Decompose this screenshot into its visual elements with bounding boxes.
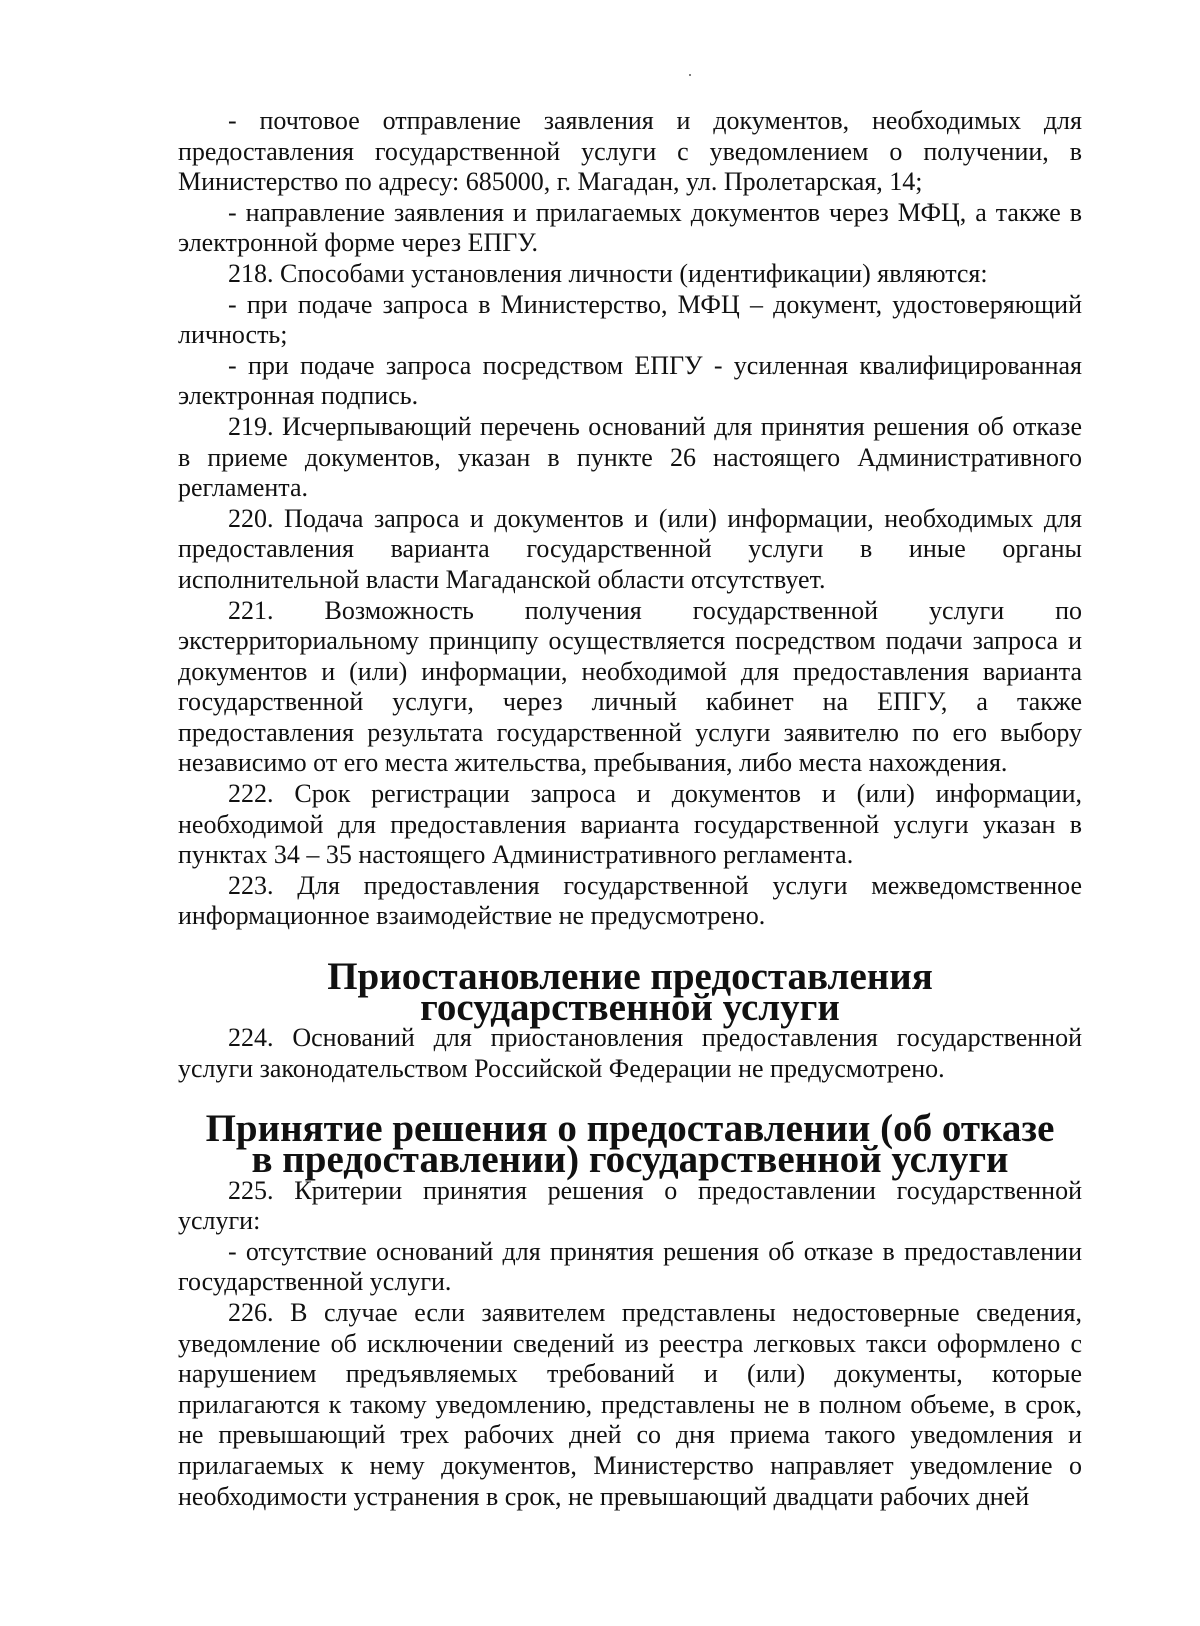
section-heading-suspension: Приостановление предоставления государственной услуги [327,955,933,1029]
paragraph-223: 223. Для предоставления государственной услуги межведомственное информационное взаимодействие не предусмотрено. [178,870,1082,931]
paragraph-218: 218. Способами установления личности (идентификации) являются: [228,258,988,288]
paragraph-219: 219. Исчерпывающий перечень оснований для принятия решения об отказе в приеме документов, указан в пункте 26 настоящего Административного регламента. [178,411,1082,503]
paragraph-226: 226. В случае если заявителем представлены недостоверные сведения, уведомление об исключении сведений из реестра легковых такси оформлено с нарушением предъявляемых требований и (или) документы, которые прилагаются к такому уведомлению, представлены не в полном объеме, в срок, не превышающий трех рабочих дней со дня приема такого уведомления и прилагаемых к нему документов, Министерство направляет уведомление о необходимости устранения в срок, не превышающий двадцати рабочих дней [178,1297,1082,1511]
paragraph-220: 220. Подача запроса и документов и (или) информации, необходимых для предоставления варианта государственной услуги в иные органы исполнительной власти Магаданской области отсутствует. [178,503,1082,594]
paragraph-225: 225. Критерии принятия решения о предоставлении государственной услуги: [178,1175,1082,1236]
paragraph-225-criterion: - отсутствие оснований для принятия решения об отказе в предоставлении государственной услуги. [178,1236,1082,1297]
paragraph-postal-submission: - почтовое отправление заявления и документов, необходимых для предоставления государственной услуги с уведомлением о получении, в Министерство по адресу: 685000, г. Магадан, ул. Пролетарская, 14; [178,106,1082,197]
paragraph-218-ministry: - при подаче запроса в Министерство, МФЦ – документ, удостоверяющий личность; [178,289,1082,350]
paragraph-218-epgu: - при подаче запроса посредством ЕПГУ - усиленная квалифицированная электронная подпись. [178,350,1082,411]
paragraph-221: 221. Возможность получения государственной услуги по экстерриториальному принципу осуществляется посредством подачи запроса и документов и (или) информации, необходимой для предоставления варианта государственной услуги, через личный кабинет на ЕПГУ, а также предоставления результата государственной услуги заявителю по его выбору независимо от его места жительства, пребывания, либо места нахождения. [178,595,1082,778]
document-page [178,106,1082,1512]
section-heading-decision: Принятие решения о предоставлении (об отказе в предоставлении) государственной услуги [205,1107,1055,1181]
paragraph-224: 224. Оснований для приостановления предоставления государственной услуги законодательством Российской Федерации не предусмотрено. [178,1023,1082,1083]
paragraph-mfc-submission: - направление заявления и прилагаемых документов через МФЦ, а также в электронной форме через ЕПГУ. [178,197,1082,258]
scan-speck [689,74,691,76]
paragraph-222: 222. Срок регистрации запроса и документов и (или) информации, необходимой для предоставления варианта государственной услуги указан в пунктах 34 – 35 настоящего Административного регламента. [178,779,1082,870]
